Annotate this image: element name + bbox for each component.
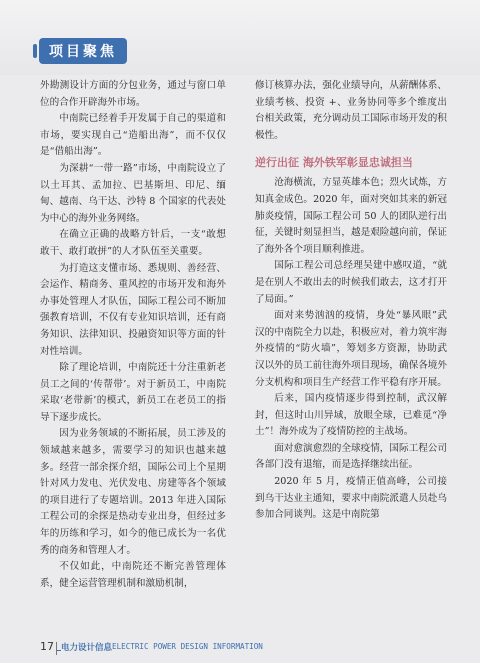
right-column [255,78,447,524]
paragraph: 不仅如此，中南院还不断完善管理体系，健全运营管理机制和激励机制， [40,561,226,589]
footer-divider [56,642,57,655]
page-number: 17 [40,640,57,653]
paragraph: 因为业务领域的不断拓展，员工涉及的领域越来越多，需要学习的知识也越来越多。经营一部余探介绍，国际公司上个星期针对风力发电、光伏发电、房建等各个领域的项目进行了专题培训。2013 年进入国际工程公司的余探是热动专业出身，但经过多年的历练和学习，如今的他已成长为一名优秀的商务和管理人才。 [40,428,226,556]
paragraph: 国际工程公司总经理吴建中感叹道，“就是在别人不敢出去的时候我们敢去，这才打开了局面。” [255,260,447,305]
paragraph: 除了理论培训，中南院还十分注重新老员工之间的‘传帮带’。对于新员工，中南院采取‘老带新’的模式，新员工在老员工的指导下逐步成长。 [40,362,226,423]
paragraph: 后来，国内疫情逐步得到控制，武汉解封，但这时山川异域，放眼全球，已难觅“净土”！海外成为了疫情防控的主战场。 [255,393,447,438]
paragraph: 为打造这支懂市场、悉规则、善经营、会运作、精商务、重风控的市场开发和海外办事处管理人才队伍，国际工程公司不断加强教育培训，不仅有专业知识培训，还有商务知识、法律知识、投融资知识等方面的针对性培训。 [40,262,226,357]
right-column-bottom [255,175,447,523]
paragraph: 中南院已经着手开发属于自己的渠道和市场，要实现自己“造船出海”，而不仅仅是“借船出海”。 [40,113,226,158]
paragraph: 面对来势汹汹的疫情，身处“暴风眼”武汉的中南院全力以赴，积极应对，着力筑牢海外疫情的“防火墙”，筹划多方资源，协助武汉以外的员工前往海外项目现场，确保各境外分支机构和项目生产经营工作平稳有序开展。 [255,310,447,388]
paragraph: 外勘测设计方面的分包业务，通过与窗口单位的合作开辟海外市场。 [40,80,226,108]
paragraph: 面对愈演愈烈的全球疫情，国际工程公司各部门没有退缩，而是选择继续出征。 [255,442,447,471]
paragraph: 2020 年 5 月，疫情正值高峰，公司接到乌干达业主通知，要求中南院派遣人员赴乌参加合同谈判。这是中南院第 [255,476,447,521]
section-tag: 项目聚焦 [39,38,127,64]
header-bar [0,0,480,75]
paragraph: 在确立正确的战略方针后，一支“敢想敢干、敢打敢拼”的人才队伍至关重要。 [40,229,226,257]
paragraph: 修订核算办法，强化业绩导向，从薪酬体系、业绩考核、投资 +、业务协同等多个维度出台相关政策，充分调动员工国际市场开发的积极性。 [255,80,447,141]
footer [0,637,480,663]
paragraph: 为深耕“一带一路”市场，中南院设立了以土耳其、孟加拉、巴基斯坦、印尼、缅甸、越南、乌干达、沙特 8 个国家的代表处为中心的海外业务网络。 [40,162,226,224]
paragraph: 沧海横流，方显英雄本色；烈火试炼，方知真金成色。2020 年，面对突如其来的新冠肺炎疫情，国际工程公司 50 人的团队逆行出征，关键时刻显担当，越是艰险越向前，保证了海外各个项目顺利推进。 [255,177,447,255]
left-column [40,78,226,592]
magazine-name-cn: 电力设计信息 [61,641,115,653]
right-column-top [255,78,447,144]
magazine-name-en: ELECTRIC POWER DESIGN INFORMATION [112,642,266,651]
subheading: 逆行出征 海外铁军彰显忠诚担当 [255,156,413,170]
